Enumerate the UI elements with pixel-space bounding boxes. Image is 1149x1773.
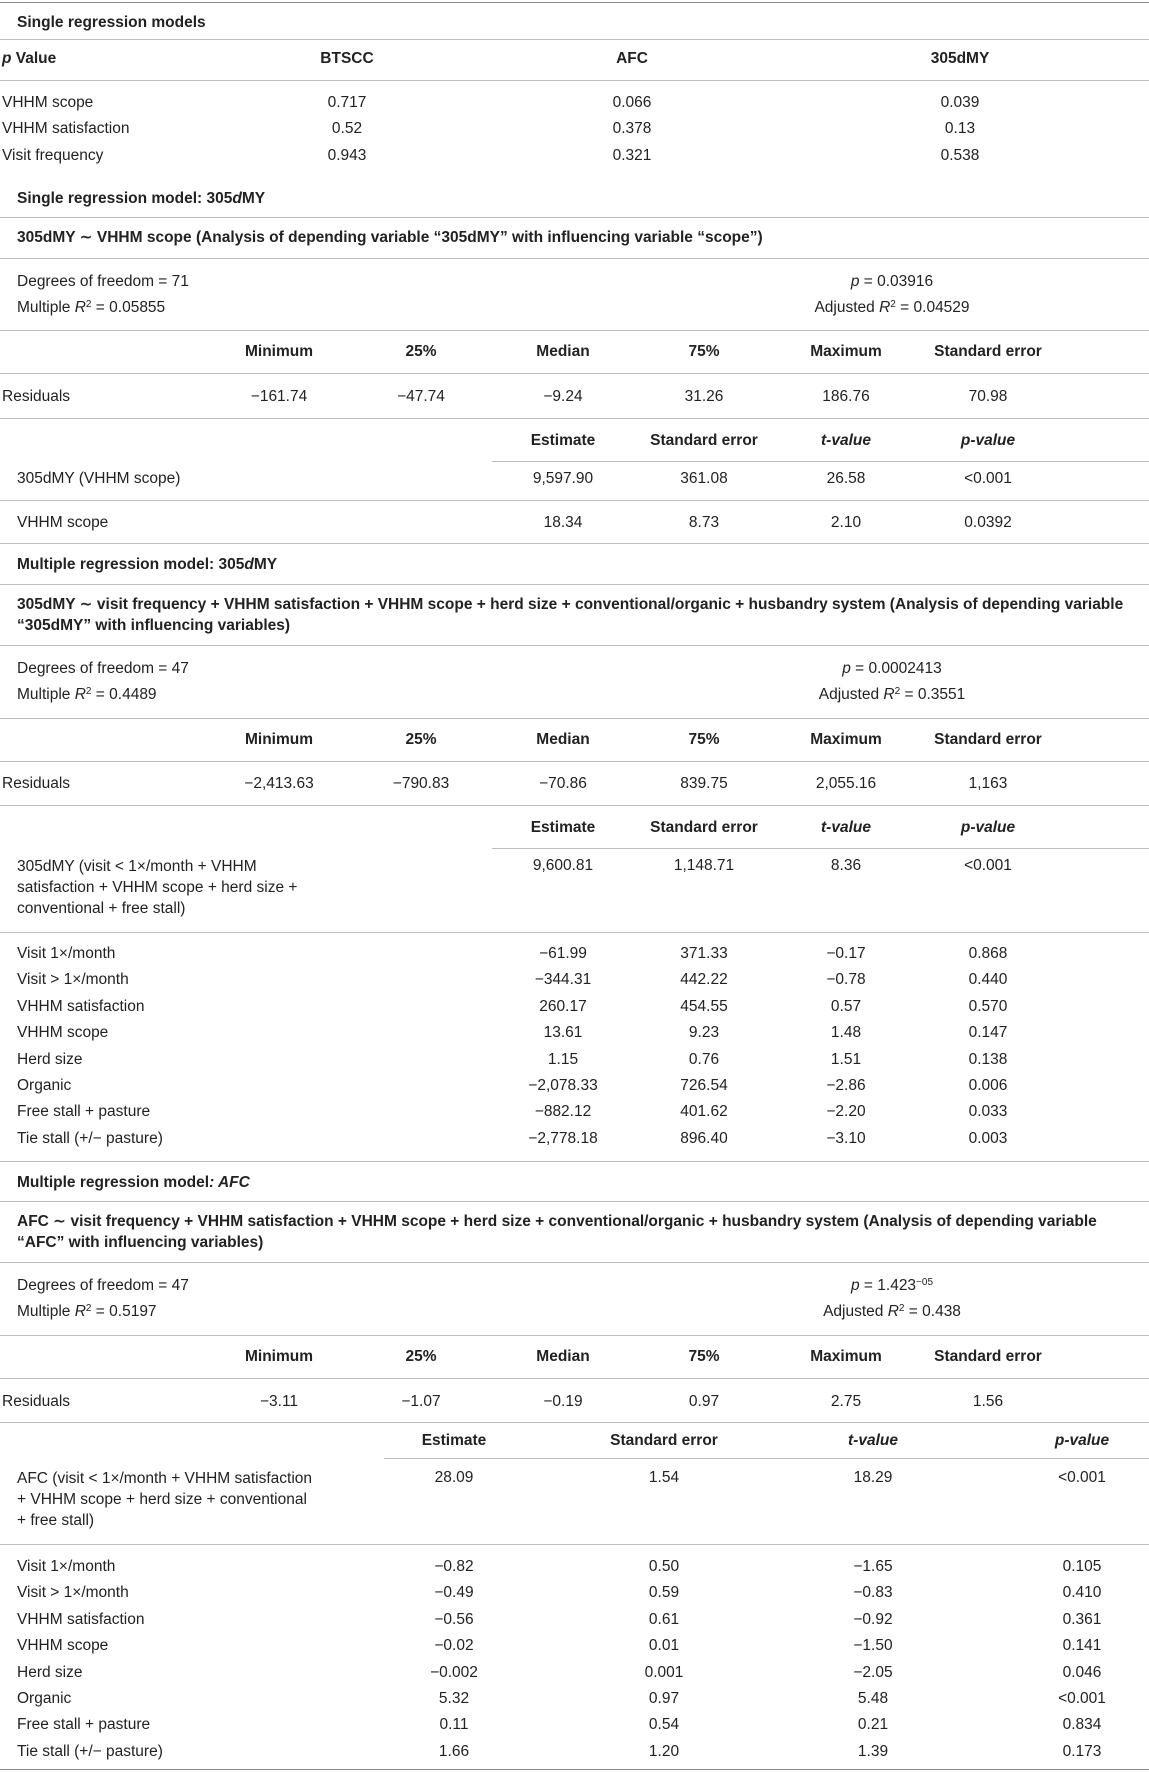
- cell: 0.039: [940, 94, 980, 111]
- r2-s1: [17, 299, 165, 317]
- td: 1.20: [648, 1742, 680, 1760]
- th: Median: [536, 731, 590, 748]
- th: Standard error: [934, 731, 1042, 748]
- p-m2: [851, 1277, 933, 1295]
- th: Standard error: [650, 819, 758, 836]
- td: −0.02: [434, 1637, 474, 1655]
- text: = 0.04529: [895, 299, 970, 316]
- td: 726.54: [680, 1077, 728, 1094]
- td: <0.001: [964, 470, 1012, 487]
- td: 0.97: [648, 1690, 680, 1707]
- rule: [0, 1378, 1149, 1379]
- rule: [0, 1335, 1149, 1336]
- cell: VHHM satisfaction: [2, 120, 130, 137]
- text: R: [74, 299, 86, 316]
- rule: [0, 373, 1149, 374]
- td: 0.033: [968, 1103, 1008, 1121]
- td: 454.55: [680, 997, 728, 1015]
- cell: 0.13: [944, 120, 976, 137]
- td: 260.17: [539, 997, 587, 1015]
- td: 18.34: [543, 514, 583, 531]
- td: 13.61: [543, 1024, 583, 1042]
- td: 0.50: [648, 1558, 680, 1575]
- res-label: Residuals: [2, 1393, 71, 1410]
- dof-m1: Degrees of freedom = 47: [17, 660, 189, 677]
- text: = 0.438: [904, 1303, 961, 1320]
- td: −2.86: [826, 1077, 866, 1094]
- p-m1: [842, 660, 942, 678]
- td: 0.0392: [964, 514, 1012, 531]
- th: t-value: [821, 819, 871, 836]
- td: <0.001: [1058, 1469, 1106, 1486]
- td: −0.49: [434, 1584, 474, 1602]
- r2-m1: [17, 686, 157, 704]
- td: 18.29: [853, 1469, 893, 1486]
- td: 0.105: [1062, 1558, 1102, 1575]
- rule: [0, 1262, 1149, 1263]
- td: 0.76: [688, 1050, 720, 1068]
- td: 5.48: [857, 1690, 889, 1707]
- cell: 0.066: [612, 94, 652, 111]
- row-label: Free stall + pasture: [17, 1716, 151, 1734]
- td: 361.08: [680, 470, 728, 487]
- td: −1.50: [853, 1637, 893, 1655]
- td: 1.66: [438, 1742, 470, 1760]
- row-label: VHHM scope: [17, 1024, 109, 1042]
- td: 0.59: [648, 1584, 680, 1602]
- td: 0.173: [1062, 1742, 1102, 1760]
- td: VHHM scope: [17, 514, 109, 531]
- row-label: Free stall + pasture: [17, 1103, 151, 1121]
- th: Median: [536, 343, 590, 360]
- td: <0.001: [1058, 1690, 1106, 1707]
- th: 75%: [688, 343, 720, 360]
- header-p-italic: p: [2, 50, 12, 67]
- text: = 0.0002413: [850, 660, 942, 677]
- td: 305dMY (VHHM scope): [17, 470, 181, 487]
- title-part: MY: [253, 556, 278, 573]
- text: 2: [85, 686, 92, 697]
- cell: 0.943: [327, 147, 367, 164]
- text: Multiple: [17, 1303, 75, 1320]
- cell: 0.717: [327, 94, 367, 111]
- header-btscc: BTSCC: [320, 50, 374, 67]
- text: R: [74, 686, 86, 703]
- rule: [0, 1544, 1149, 1545]
- th: Standard error: [650, 432, 758, 449]
- td: 1.15: [547, 1050, 579, 1068]
- th: Maximum: [810, 1348, 882, 1365]
- adj-r2-m1: [819, 686, 965, 704]
- th: Standard error: [934, 1348, 1042, 1365]
- rule: [0, 258, 1149, 259]
- td: −0.92: [853, 1610, 893, 1628]
- row-label: Visit 1×/month: [17, 945, 116, 962]
- res-label: Residuals: [2, 775, 71, 792]
- formula-s1: 305dMY ∼ VHHM scope (Analysis of depending variable “305dMY” with influencing variable “scope”): [17, 229, 763, 246]
- td: 9,597.90: [532, 470, 594, 487]
- td: −0.78: [826, 971, 866, 989]
- th: Maximum: [810, 343, 882, 360]
- td: 0.834: [1062, 1716, 1102, 1734]
- td: −0.56: [434, 1610, 474, 1628]
- td: 8.73: [688, 514, 720, 531]
- cell: 0.538: [940, 147, 980, 164]
- row-label: Tie stall (+/− pasture): [17, 1129, 163, 1147]
- td: 5.32: [438, 1690, 470, 1707]
- rule: [492, 461, 1149, 462]
- text: 2: [894, 686, 901, 697]
- td: 305dMY (visit < 1×/month + VHHM satisfaction + VHHM scope + herd size + conventional + free stall): [17, 858, 298, 917]
- text: = 0.4489: [91, 686, 157, 703]
- text: = 0.5197: [91, 1303, 157, 1320]
- td: 0.97: [688, 1393, 720, 1410]
- text: p: [850, 1277, 860, 1294]
- td: 1.51: [830, 1050, 862, 1068]
- rule: [0, 80, 1149, 81]
- td: 896.40: [680, 1129, 728, 1147]
- cell: 0.378: [612, 120, 652, 137]
- row-label: VHHM scope: [17, 1637, 109, 1655]
- td: −3.10: [826, 1129, 866, 1147]
- rule: [0, 330, 1149, 331]
- td: 8.36: [830, 857, 862, 874]
- adj-r2-s1: [814, 299, 969, 317]
- text: = 0.3551: [900, 686, 966, 703]
- td: 2.75: [830, 1393, 862, 1410]
- td: −1.07: [401, 1393, 441, 1410]
- td: 0.01: [648, 1637, 680, 1655]
- header-305dmy: 305dMY: [930, 50, 990, 67]
- text: = 0.03916: [859, 273, 934, 290]
- text: −05: [916, 1277, 934, 1288]
- row-label: Visit > 1×/month: [17, 971, 129, 989]
- td: 0.11: [439, 1716, 469, 1734]
- th: Minimum: [244, 731, 314, 748]
- rule: [384, 1458, 1149, 1459]
- td: −47.74: [397, 388, 445, 405]
- th: 25%: [405, 731, 437, 748]
- rule: [0, 39, 1149, 40]
- text: 2: [890, 299, 896, 310]
- header-afc: AFC: [616, 50, 648, 67]
- th: 75%: [688, 731, 720, 748]
- section-title-m1: [17, 556, 277, 574]
- rule: [492, 848, 1149, 849]
- td: 0.570: [968, 997, 1008, 1015]
- td: 0.361: [1062, 1610, 1102, 1628]
- td: −2,078.33: [528, 1077, 598, 1094]
- section-title-single: Single regression models: [17, 14, 206, 31]
- td: AFC (visit < 1×/month + VHHM satisfaction + VHHM scope + herd size + conventional + free stall): [17, 1470, 313, 1529]
- td: −161.74: [250, 388, 308, 405]
- th: p-value: [960, 819, 1016, 836]
- cell: 0.52: [331, 120, 363, 137]
- td: −344.31: [534, 971, 592, 989]
- td: −882.12: [534, 1103, 592, 1121]
- td: 0.868: [968, 945, 1008, 962]
- row-label: Herd size: [17, 1663, 83, 1681]
- td: −1.65: [853, 1558, 893, 1575]
- td: 1.56: [972, 1393, 1004, 1410]
- table-bottom-rule: [0, 1769, 1149, 1770]
- text: = 0.05855: [91, 299, 166, 316]
- text: R: [883, 686, 895, 703]
- rule: [0, 584, 1149, 585]
- text: R: [74, 1303, 86, 1320]
- rule: [0, 217, 1149, 218]
- th: 25%: [405, 343, 437, 360]
- title-part: d: [232, 190, 242, 207]
- th: Median: [536, 1348, 590, 1365]
- text: p: [850, 273, 860, 290]
- text: Multiple: [17, 299, 75, 316]
- td: −0.83: [853, 1584, 893, 1602]
- th: Minimum: [244, 343, 314, 360]
- td: 371.33: [680, 945, 728, 962]
- res-label: Residuals: [2, 388, 71, 405]
- text: Adjusted: [818, 686, 884, 703]
- td: 2.10: [830, 514, 862, 531]
- text: R: [887, 1303, 899, 1320]
- text: Multiple: [17, 686, 75, 703]
- row-label: Visit 1×/month: [17, 1558, 116, 1575]
- th: Minimum: [244, 1348, 314, 1365]
- td: 839.75: [680, 775, 728, 792]
- r2-m2: [17, 1303, 157, 1321]
- td: −2.05: [853, 1663, 893, 1681]
- rule: [0, 645, 1149, 646]
- th: Estimate: [421, 1432, 487, 1449]
- td: −2.20: [826, 1103, 866, 1121]
- td: 0.138: [968, 1050, 1008, 1068]
- th: p-value: [1054, 1432, 1110, 1449]
- cell: Visit frequency: [2, 147, 104, 164]
- td: 2,055.16: [815, 775, 877, 792]
- rule: [0, 1201, 1149, 1202]
- text: Adjusted: [814, 299, 880, 316]
- td: 0.046: [1062, 1663, 1102, 1681]
- text: 2: [85, 299, 92, 310]
- row-label: VHHM satisfaction: [17, 1610, 145, 1628]
- td: 0.21: [857, 1716, 889, 1734]
- td: 0.57: [830, 997, 862, 1015]
- rule: [0, 805, 1149, 806]
- text: p: [842, 660, 851, 677]
- text: = 1.423: [859, 1277, 917, 1294]
- td: 0.147: [968, 1024, 1008, 1042]
- td: −9.24: [543, 388, 583, 405]
- title-part: d: [244, 556, 254, 573]
- td: 186.76: [822, 388, 870, 405]
- formula-m1: 305dMY ∼ visit frequency + VHHM satisfaction + VHHM scope + herd size + conventional/organic + husbandry system (Analysis of depending variable “305dMY” with influencing variables): [17, 596, 1124, 634]
- td: <0.001: [964, 857, 1012, 874]
- td: 28.09: [434, 1469, 474, 1486]
- td: 1.54: [648, 1469, 680, 1486]
- th: Estimate: [530, 819, 596, 836]
- rule: [0, 500, 1149, 501]
- row-label: Herd size: [17, 1050, 83, 1068]
- td: 0.61: [648, 1610, 680, 1628]
- rule: [0, 718, 1149, 719]
- text: R: [879, 299, 891, 316]
- rule: [0, 418, 1149, 419]
- th: p-value: [960, 432, 1016, 449]
- td: 401.62: [680, 1103, 728, 1121]
- row-label: VHHM satisfaction: [17, 997, 145, 1015]
- p-s1: [851, 273, 933, 291]
- text: 2: [85, 1303, 92, 1314]
- td: 70.98: [968, 388, 1008, 405]
- rule: [0, 932, 1149, 933]
- row-label: Organic: [17, 1690, 72, 1707]
- td: −0.002: [430, 1663, 478, 1681]
- td: 1,163: [968, 775, 1008, 792]
- adj-r2-m2: [823, 1303, 961, 1321]
- section-title-m2: [17, 1174, 250, 1192]
- cell: 0.321: [612, 147, 652, 164]
- td: −0.17: [826, 945, 866, 962]
- th: Standard error: [610, 1432, 718, 1449]
- td: −0.82: [434, 1558, 474, 1575]
- header-p-rest: Value: [11, 50, 57, 67]
- dof-m2: Degrees of freedom = 47: [17, 1277, 189, 1294]
- section-title-s1: [17, 190, 265, 208]
- rule: [0, 761, 1149, 762]
- row-label: Visit > 1×/month: [17, 1584, 129, 1602]
- td: −3.11: [259, 1393, 299, 1410]
- formula-m2: AFC ∼ visit frequency + VHHM satisfaction + VHHM scope + herd size + conventional/organic + husbandry system (Analysis of depending variable “AFC” with influencing variables): [17, 1213, 1097, 1251]
- th: 25%: [405, 1348, 437, 1365]
- table-top-rule: [0, 2, 1149, 3]
- td: −0.19: [543, 1393, 583, 1410]
- td: 0.410: [1062, 1584, 1102, 1602]
- td: 1.39: [857, 1742, 889, 1760]
- td: 442.22: [680, 971, 728, 989]
- title-part: Multiple regression model: 305: [17, 556, 245, 573]
- td: −2,778.18: [528, 1129, 598, 1147]
- td: 9,600.81: [532, 857, 594, 874]
- title-part: Single regression model: 305: [17, 190, 233, 207]
- text: Adjusted: [823, 1303, 888, 1320]
- td: 9.23: [688, 1024, 720, 1042]
- th: Maximum: [810, 731, 882, 748]
- text: 2: [898, 1303, 905, 1314]
- td: 1.48: [830, 1024, 862, 1042]
- td: 0.001: [644, 1663, 684, 1681]
- td: 0.141: [1062, 1637, 1102, 1655]
- td: −2,413.63: [244, 775, 314, 792]
- title-part: MY: [241, 190, 266, 207]
- rule: [0, 1422, 1149, 1423]
- td: −61.99: [539, 945, 587, 962]
- row-label: Tie stall (+/− pasture): [17, 1742, 163, 1760]
- td: 0.440: [968, 971, 1008, 989]
- td: 31.26: [684, 388, 724, 405]
- td: −70.86: [539, 775, 587, 792]
- header-p-value: [2, 50, 56, 68]
- th: t-value: [848, 1432, 898, 1449]
- td: 0.54: [648, 1716, 680, 1734]
- rule: [0, 1161, 1149, 1162]
- th: Estimate: [530, 432, 596, 449]
- td: 26.58: [826, 470, 866, 487]
- td: 1,148.71: [673, 857, 735, 874]
- th: Standard error: [934, 343, 1042, 360]
- cell: VHHM scope: [2, 94, 94, 111]
- dof-s1: Degrees of freedom = 71: [17, 273, 189, 290]
- row-label: Organic: [17, 1077, 72, 1094]
- rule: [0, 543, 1149, 544]
- title-part: : AFC: [209, 1174, 250, 1191]
- title-part: Multiple regression model: [17, 1174, 210, 1191]
- th: 75%: [688, 1348, 720, 1365]
- td: −790.83: [392, 775, 450, 792]
- th: t-value: [821, 432, 871, 449]
- td: 0.003: [968, 1129, 1008, 1147]
- td: 0.006: [968, 1077, 1008, 1094]
